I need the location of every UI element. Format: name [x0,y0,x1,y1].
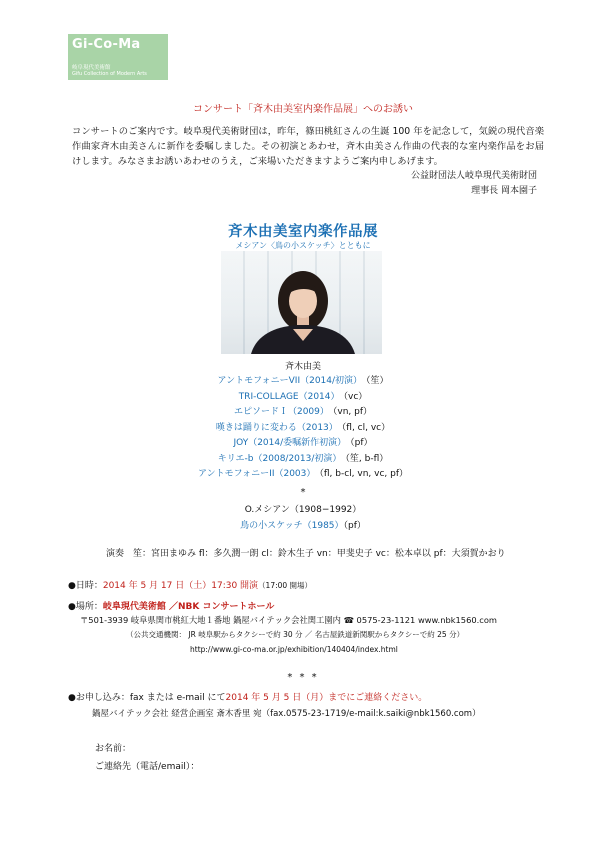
date-value: 2014 年 5 月 17 日（土）17:30 開演 [102,581,259,591]
work-instruments: （pf） [350,438,373,448]
work-instruments: （vc） [343,391,368,402]
logo-sub-en: Gifu Collection of Modern Arts [72,71,147,77]
work-item [0,404,606,420]
works-list [0,373,606,482]
work-title: エピソードＩ（2009） [233,407,329,417]
exhibition-url[interactable]: http://www.gi-co-ma.or.jp/exhibition/140404/index.html [190,645,398,654]
date-note: （17:00 開場） [258,581,313,590]
name-field-label: お名前： [95,744,132,754]
composer2-name: O.メシアン（1908−1992） [244,505,362,515]
work-item [0,466,606,482]
work-instruments: （笙） [366,376,389,386]
organization-name: 公益財団法人岐阜現代美術財団 [410,171,537,181]
work-item [0,451,606,467]
work-title: キリエ-b（2008/2013/初演） [217,453,342,464]
intro-paragraph: コンサートのご案内です。岐阜現代美術財団は，昨年，篠田桃紅さんの生誕 100 年を記念して，気鋭の現代音楽作曲家斉木由美さんに新作を委嘱しました。その初演とあわせ，斉木由美さん作曲の代表的な室内楽作品をお届けします。みなさまお誘いあわせのうえ，ご来場いただきますようご案内申しあげます。 [72,126,544,167]
work-title: アントモフォニーII（2003） [197,469,316,479]
invitation-title: コンサート「斉木由美室内楽作品展」へのお誘い [193,104,413,115]
work-item [0,389,606,405]
composer-photo [221,251,382,354]
work-instruments: （vn, pf） [332,407,373,417]
venue-label: ●場所： [68,602,103,612]
transport-info: （公共交通機関： JR 岐阜駅からタクシーで約 30 分 ／ 名古屋鉄道新関駅からタクシーで約 25 分） [126,630,465,639]
messiaen-work [0,518,606,531]
work-item [0,373,606,389]
work-title: 嘆きは踊りに変わる（2013） [215,422,338,433]
contact-field-label: ご連絡先（電話/email）： [95,762,200,772]
venue-line [68,599,274,612]
apply-label: ●お申し込み： [68,693,130,703]
gicoma-logo [68,34,168,80]
apply-text: fax または e-mail にて [129,693,226,703]
work-instruments: （pf） [343,521,366,531]
venue-value: 岐阜現代美術館 ／NBK コンサートホール [102,602,275,612]
work-title: TRI-COLLAGE（2014） [238,391,340,402]
venue-address: 〒501-3939 岐阜県関市桃紅大地１番地 鍋屋バイテック会社関工園内 ☎ 0575-23-1121 www.nbk1560.com [80,615,497,625]
apply-line [68,690,427,703]
logo-sub-jp: 岐阜現代美術館 [72,65,111,71]
date-line [68,578,312,591]
section-divider: * * * [287,672,319,683]
work-title: アントモフォニーVII（2014/初演） [217,376,363,386]
logo-name: Gi-Co-Ma [72,37,141,52]
apply-deadline: 2014 年 5 月 5 日（月）までにご連絡ください。 [225,693,428,703]
work-title: JOY（2014/委嘱新作初演） [233,438,347,448]
date-label: ●日時： [68,581,103,591]
work-item [0,435,606,451]
apply-recipient: 鍋屋バイテック会社 経営企画室 斎木香里 宛（fax.0575-23-1719/e-mail:k.saiki@nbk1560.com） [92,709,481,719]
separator-star: * [300,487,306,498]
work-title: 鳥の小スケッチ（1985） [240,521,344,531]
work-instruments: （fl, cl, vc） [341,422,391,433]
composer-name: 斉木由美 [284,362,321,372]
chairperson-name: 理事長 岡本園子 [471,186,537,196]
work-instruments: （笙, b-fl） [345,453,389,464]
performers-line: 演奏 笙：宮田まゆみ fl：多久潤一朗 cl：鈴木生子 vn：甲斐史子 vc：松本卓以 pf：大須賀かおり [106,549,506,559]
work-item [0,420,606,436]
work-instruments: （fl, b-cl, vn, vc, pf） [319,469,409,479]
concert-subtitle: メシアン〈鳥の小スケッチ〉とともに [235,241,371,250]
concert-title: 斉木由美室内楽作品展 [228,224,378,240]
